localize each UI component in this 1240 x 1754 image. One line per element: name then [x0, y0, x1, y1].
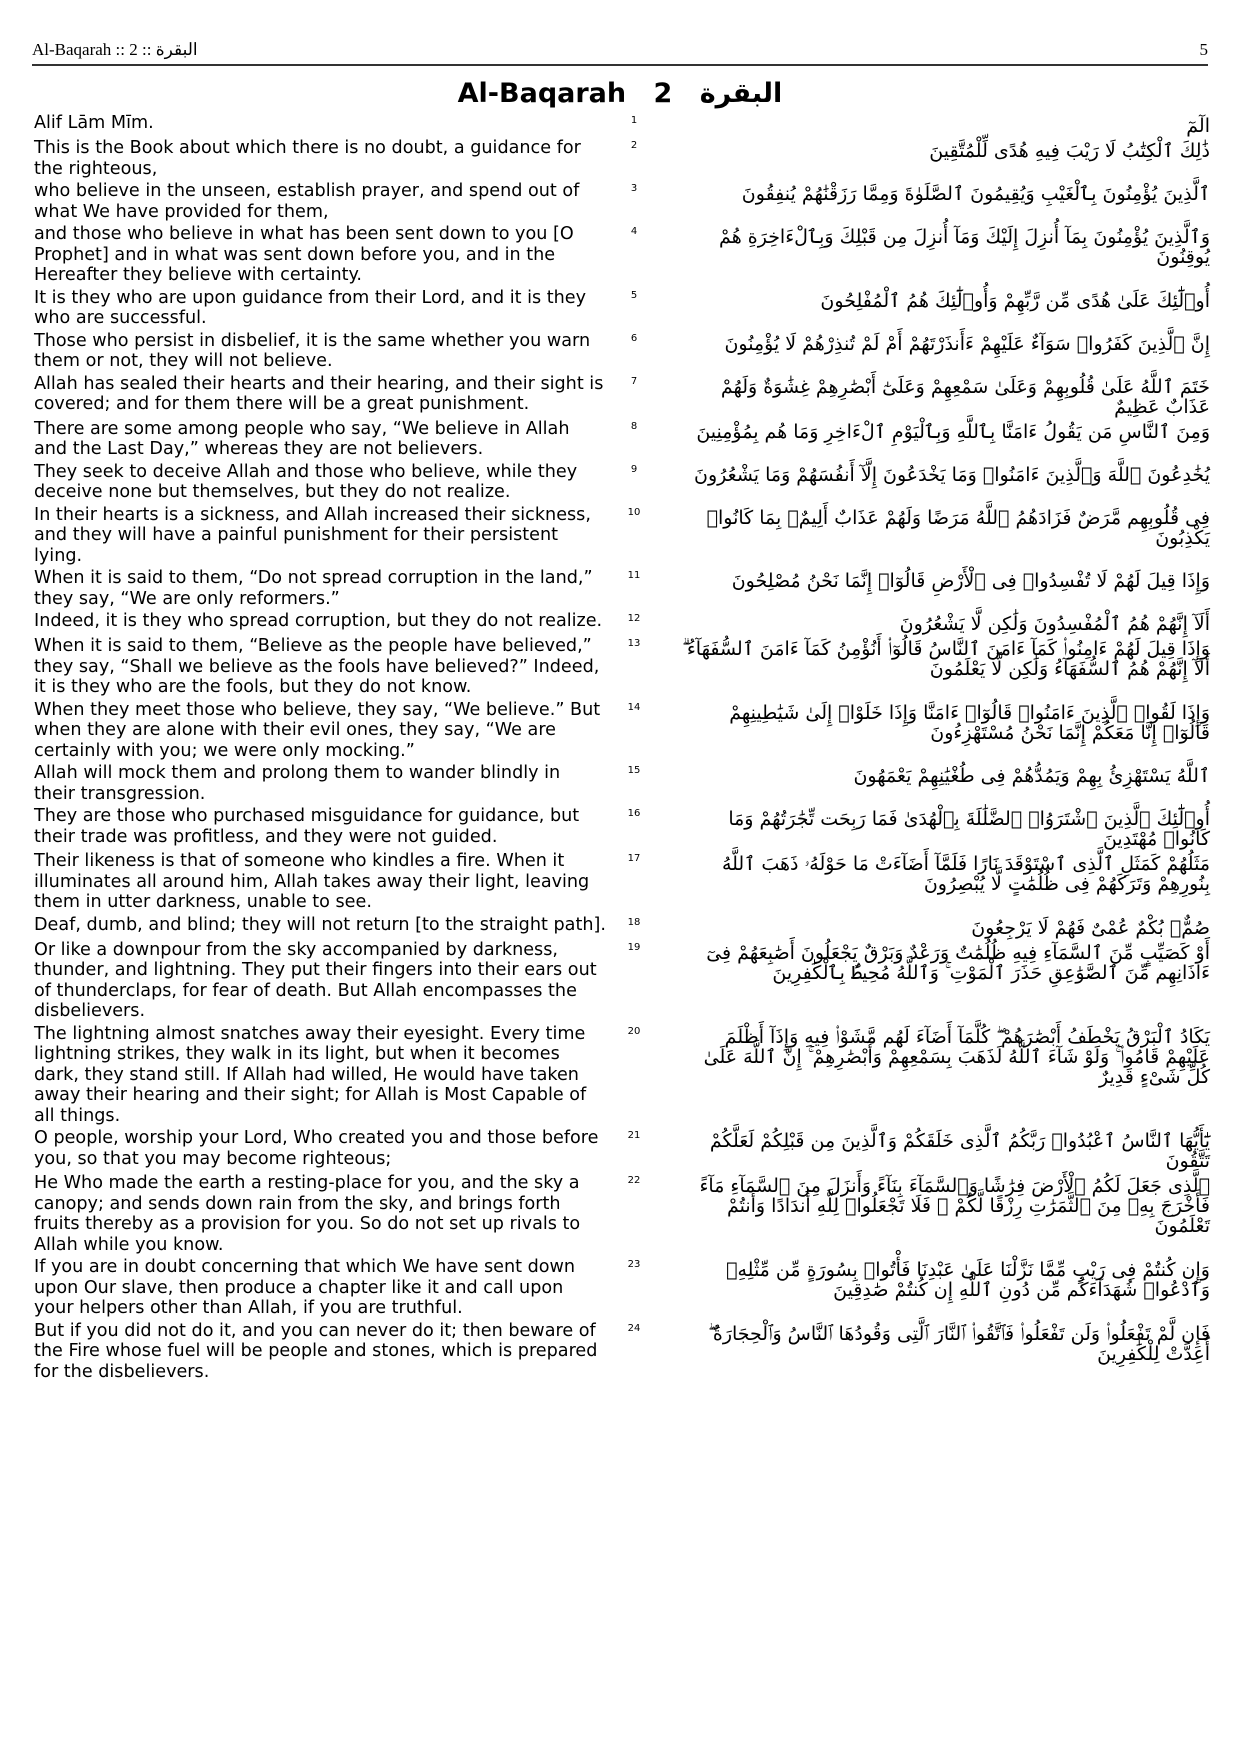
verse-row [34, 1257, 1210, 1319]
verse-arabic: فَإِن لَّمْ تَفْعَلُوا۟ وَلَن تَفْعَلُوا۟ فَٱتَّقُوا۟ ٱلنَّارَ ٱلَّتِى وَقُودُهَا ٱلنَّاسُ وَٱلْحِجَارَةُ ۖ أُعِدَّتْ لِلْكَٰفِرِينَ [708, 1322, 1210, 1365]
surah-name-arabic: البقرة [699, 78, 783, 109]
verse-arabic: وَإِذَا لَقُوا۟ ٱلَّذِينَ ءَامَنُوا۟ قَالُوٓا۟ ءَامَنَّا وَإِذَا خَلَوْا۟ إِلَىٰ شَيَٰطِينِهِمْ قَالُوٓا۟ إِنَّا مَعَكُمْ إِنَّمَا نَحْنُ مُسْتَهْزِءُونَ [729, 701, 1210, 744]
page-number: 5 [1199, 40, 1208, 59]
verse-translation: The lightning almost snatches away their eyesight. Every time lightning strikes, they walk in its light, but when it becomes dark, they stand still. If Allah had willed, He would have taken away their hearing and their sight; for Allah is Most Capable of all things. [34, 1023, 587, 1126]
verse-arabic: أُو۟لَٰٓئِكَ عَلَىٰ هُدًى مِّن رَّبِّهِمْ وَأُو۟لَٰٓئِكَ هُمُ ٱلْمُفْلِحُونَ [820, 289, 1210, 312]
verse-row [34, 331, 1210, 372]
verse-translation: and those who believe in what has been sent down to you [O Prophet] and in what was sent down before you, and in the Hereafter they believe with certainty. [34, 224, 574, 285]
verse-translation: There are some among people who say, “We believe in Allah and the Last Day,” whereas they are not believers. [34, 418, 570, 459]
verse-arabic: يُخَٰدِعُونَ ٱللَّهَ وَٱلَّذِينَ ءَامَنُوا۟ وَمَا يَخْدَعُونَ إِلَّآ أَنفُسَهُمْ وَمَا يَشْعُرُونَ [694, 463, 1210, 486]
verse-number: 19 [627, 941, 641, 953]
verse-number: 3 [630, 183, 638, 194]
verse-number: 16 [627, 808, 641, 819]
verse-arabic: ٱلَّذِينَ يُؤْمِنُونَ بِٱلْغَيْبِ وَيُقِيمُونَ ٱلصَّلَوٰةَ وَمِمَّا رَزَقْنَٰهُمْ يُنفِقُونَ [741, 183, 1210, 205]
verse-translation: O people, worship your Lord, Who created you and those before you, so that you may become righteous; [34, 1128, 599, 1169]
verse-row [34, 1321, 1210, 1383]
verse-translation: When it is said to them, “Do not spread corruption in the land,” they say, “We are only reformers.” [34, 568, 593, 609]
verse-list [34, 113, 1210, 1384]
verse-translation: When it is said to them, “Believe as the people have believed,” they say, “Shall we believe as the fools have believed?” Indeed, it is they who are the fools, but they do not know. [34, 636, 600, 697]
verse-number: 21 [627, 1130, 641, 1141]
verse-arabic: ٱللَّهُ يَسْتَهْزِئُ بِهِمْ وَيَمُدُّهُمْ فِى طُغْيَٰنِهِمْ يَعْمَهُونَ [853, 765, 1210, 787]
verse-arabic: أَلَآ إِنَّهُمْ هُمُ ٱلْمُفْسِدُونَ وَلَٰكِن لَّا يَشْعُرُونَ [899, 613, 1210, 635]
verse-number: 9 [630, 463, 638, 475]
verse-translation: Allah will mock them and prolong them to wander blindly in their transgression. [34, 763, 561, 804]
verse-translation: In their hearts is a sickness, and Allah increased their sickness, and they will have a painful punishment for their persistent lying. [34, 504, 591, 566]
verse-arabic: وَإِن كُنتُمْ فِى رَيْبٍ مِّمَّا نَزَّلْنَا عَلَىٰ عَبْدِنَا فَأْتُوا۟ بِسُورَةٍ مِّن مِّثْلِهِۦ وَٱدْعُوا۟ شُهَدَآءَكُم مِّن دُونِ ٱللَّهِ إِن كُنتُمْ صَٰدِقِينَ [726, 1259, 1210, 1301]
verse-translation: If you are in doubt concerning that which We have sent down upon Our slave, then produce a chapter like it and call upon your helpers other than Allah, if you are truthful. [34, 1257, 576, 1318]
verse-number: 8 [630, 420, 638, 432]
verse-row [34, 611, 1210, 634]
verse-row [34, 1024, 1210, 1127]
verse-number: 20 [627, 1025, 641, 1037]
verse-translation: Alif Lām Mīm. [34, 113, 154, 133]
verse-translation: Those who persist in disbelief, it is the same whether you warn them or not, they will not believe. [34, 330, 591, 371]
surah-number: 2 [653, 78, 673, 109]
verse-number: 12 [627, 613, 641, 624]
verse-arabic: صُمٌّۢ بُكْمٌ عُمْىٌ فَهُمْ لَا يَرْجِعُونَ [971, 916, 1210, 939]
verse-row [34, 1173, 1210, 1255]
verse-arabic: وَإِذَا قِيلَ لَهُمْ لَا تُفْسِدُوا۟ فِى ٱلْأَرْضِ قَالُوٓا۟ إِنَّمَا نَحْنُ مُصْلِحُونَ [731, 570, 1210, 592]
verse-row [34, 288, 1210, 329]
verse-translation: Their likeness is that of someone who kindles a fire. When it illuminates all around him, Allah takes away their light, leaving them in utter darkness, unable to see. [34, 851, 590, 912]
verse-row [34, 224, 1210, 286]
verse-number: 2 [630, 140, 638, 151]
verse-translation: When they meet those who believe, they say, “We believe.” But when they are alone with their evil ones, they say, “We are certainly with you; we were only mocking.” [34, 699, 601, 761]
verse-arabic: وَٱلَّذِينَ يُؤْمِنُونَ بِمَآ أُنزِلَ إِلَيْكَ وَمَآ أُنزِلَ مِن قَبْلِكَ وَبِٱلْءَاخِرَةِ هُمْ يُوقِنُونَ [719, 226, 1210, 268]
verse-translation: It is they who are upon guidance from their Lord, and it is they who are successful. [34, 287, 587, 328]
verse-row [34, 1128, 1210, 1171]
verse-arabic: يَكَادُ ٱلْبَرْقُ يَخْطَفُ أَبْصَٰرَهُمْ ۖ كُلَّمَآ أَضَآءَ لَهُم مَّشَوْا۟ فِيهِ وَإِذَآ أَظْلَمَ عَلَيْهِمْ قَامُوا۟ ۚ وَلَوْ شَآءَ ٱللَّهُ لَذَهَبَ بِسَمْعِهِمْ وَأَبْصَٰرِهِمْ ۚ إِنَّ ٱللَّهَ عَلَىٰ كُلِّ شَىْءٍ قَدِيرٌ [703, 1025, 1210, 1088]
verse-number: 4 [630, 226, 638, 237]
verse-number: 7 [630, 375, 638, 387]
running-header [32, 38, 1208, 66]
verse-arabic: ٱلَّذِى جَعَلَ لَكُمُ ٱلْأَرْضَ فِرَٰشًا وَٱلسَّمَآءَ بِنَآءً وَأَنزَلَ مِنَ ٱلسَّمَآءِ مَآءً فَأَخْرَجَ بِهِۦ مِنَ ٱلثَّمَرَٰتِ رِزْقًا لَّكُمْ ۖ فَلَا تَجْعَلُوا۟ لِلَّهِ أَندَادًا وَأَنتُمْ تَعْلَمُونَ [699, 1175, 1210, 1237]
verse-translation: Deaf, dumb, and blind; they will not return [to the straight path]. [34, 914, 606, 935]
verse-arabic: وَمِنَ ٱلنَّاسِ مَن يَقُولُ ءَامَنَّا بِٱللَّهِ وَبِٱلْيَوْمِ ٱلْءَاخِرِ وَمَا هُم بِمُؤْمِنِينَ [696, 420, 1210, 443]
verse-translation: He Who made the earth a resting-place for you, and the sky a canopy; and sends down rain from the sky, and brings forth fruits thereby as a provision for you. So do not set up rivals to Allah while you know. [34, 1173, 581, 1255]
verse-translation: Or like a downpour from the sky accompanied by darkness, thunder, and lightning. They put their fingers into their ears out of thunderclaps, for fear of death. But Allah encompasses the disbelievers. [34, 939, 597, 1021]
verse-arabic: مَثَلُهُمْ كَمَثَلِ ٱلَّذِى ٱسْتَوْقَدَ نَارًا فَلَمَّآ أَضَآءَتْ مَا حَوْلَهُۥ ذَهَبَ ٱللَّهُ بِنُورِهِمْ وَتَرَكَهُمْ فِى ظُلُمَٰتٍ لَّا يُبْصِرُونَ [721, 853, 1210, 895]
verse-arabic: أَوْ كَصَيِّبٍ مِّنَ ٱلسَّمَآءِ فِيهِ ظُلُمَٰتٌ وَرَعْدٌ وَبَرْقٌ يَجْعَلُونَ أَصَٰبِعَهُمْ فِىٓ ءَاذَانِهِم مِّنَ ٱلصَّوَٰعِقِ حَذَرَ ٱلْمَوْتِ ۚ وَٱللَّهُ مُحِيطٌۢ بِٱلْكَٰفِرِينَ [706, 941, 1210, 984]
verse-translation: But if you did not do it, and you can never do it; then beware of the Fire whose fuel will be people and stones, which is prepared for the disbelievers. [34, 1320, 598, 1382]
verse-number: 17 [627, 853, 641, 864]
verse-arabic: الٓمٓ [1186, 115, 1210, 137]
verse-row [34, 806, 1210, 849]
verse-number: 24 [627, 1322, 641, 1334]
verse-translation: This is the Book about which there is no doubt, a guidance for the righteous, [34, 138, 581, 179]
verse-row [34, 763, 1210, 804]
running-title: Al-Baqarah :: 2 :: البقرة [32, 40, 198, 59]
verse-row [34, 505, 1210, 567]
surah-name: Al-Baqarah [457, 78, 627, 109]
verse-row [34, 915, 1210, 938]
verse-arabic: فِى قُلُوبِهِم مَّرَضٌ فَزَادَهُمُ ٱللَّهُ مَرَضًا وَلَهُمْ عَذَابٌ أَلِيمٌۢ بِمَا كَانُوا۟ يَكْذِبُونَ [706, 506, 1210, 549]
verse-number: 10 [627, 506, 641, 518]
verse-row [34, 940, 1210, 1022]
verse-number: 18 [627, 916, 641, 928]
verse-row [34, 419, 1210, 460]
verse-row [34, 636, 1210, 698]
verse-row [34, 700, 1210, 762]
verse-translation: who believe in the unseen, establish prayer, and spend out of what We have provided for them, [34, 181, 580, 222]
verse-translation: They seek to deceive Allah and those who believe, while they deceive none but themselves, but they do not realize. [34, 461, 578, 502]
verse-number: 6 [630, 332, 638, 344]
verse-arabic: أُو۟لَٰٓئِكَ ٱلَّذِينَ ٱشْتَرَوُا۟ ٱلضَّلَٰلَةَ بِٱلْهُدَىٰ فَمَا رَبِحَت تِّجَٰرَتُهُمْ وَمَا كَانُوا۟ مُهْتَدِينَ [728, 808, 1210, 850]
verse-row [34, 851, 1210, 913]
verse-arabic: إِنَّ ٱلَّذِينَ كَفَرُوا۟ سَوَآءٌ عَلَيْهِمْ ءَأَنذَرْتَهُمْ أَمْ لَمْ تُنذِرْهُمْ لَا يُؤْمِنُونَ [724, 332, 1210, 355]
verse-row [34, 568, 1210, 609]
verse-number: 5 [630, 289, 638, 301]
verse-row [34, 181, 1210, 222]
verse-arabic: وَإِذَا قِيلَ لَهُمْ ءَامِنُوا۟ كَمَآ ءَامَنَ ٱلنَّاسُ قَالُوٓا۟ أَنُؤْمِنُ كَمَآ ءَامَنَ ٱلسُّفَهَآءُ ۗ أَلَآ إِنَّهُمْ هُمُ ٱلسُّفَهَآءُ وَلَٰكِن لَّا يَعْلَمُونَ [682, 638, 1210, 680]
verse-number: 23 [627, 1259, 641, 1270]
verse-row [34, 113, 1210, 136]
verse-translation: Indeed, it is they who spread corruption, but they do not realize. [34, 611, 603, 631]
verse-row [34, 138, 1210, 179]
verse-number: 14 [627, 701, 641, 713]
verse-arabic: يَٰٓأَيُّهَا ٱلنَّاسُ ٱعْبُدُوا۟ رَبَّكُمُ ٱلَّذِى خَلَقَكُمْ وَٱلَّذِينَ مِن قَبْلِكُمْ لَعَلَّكُمْ تَتَّقُونَ [709, 1130, 1210, 1172]
verse-number: 15 [627, 765, 641, 776]
verse-translation: Allah has sealed their hearts and their hearing, and their sight is covered; and for them there will be a great punishment. [34, 373, 604, 414]
verse-arabic: خَتَمَ ٱللَّهُ عَلَىٰ قُلُوبِهِمْ وَعَلَىٰ سَمْعِهِمْ وَعَلَىٰٓ أَبْصَٰرِهِمْ غِشَٰوَةٌ وَلَهُمْ عَذَابٌ عَظِيمٌ [720, 375, 1210, 418]
verse-arabic: ذَٰلِكَ ٱلْكِتَٰبُ لَا رَيْبَ فِيهِ هُدًى لِّلْمُتَّقِينَ [929, 140, 1210, 162]
verse-row [34, 462, 1210, 503]
verse-number: 22 [627, 1175, 641, 1186]
verse-translation: They are those who purchased misguidance for guidance, but their trade was profitless, and they were not guided. [34, 806, 580, 847]
verse-number: 13 [627, 638, 641, 649]
verse-number: 11 [627, 570, 641, 581]
surah-title [0, 78, 1240, 109]
verse-row [34, 374, 1210, 417]
verse-number: 1 [630, 115, 638, 126]
